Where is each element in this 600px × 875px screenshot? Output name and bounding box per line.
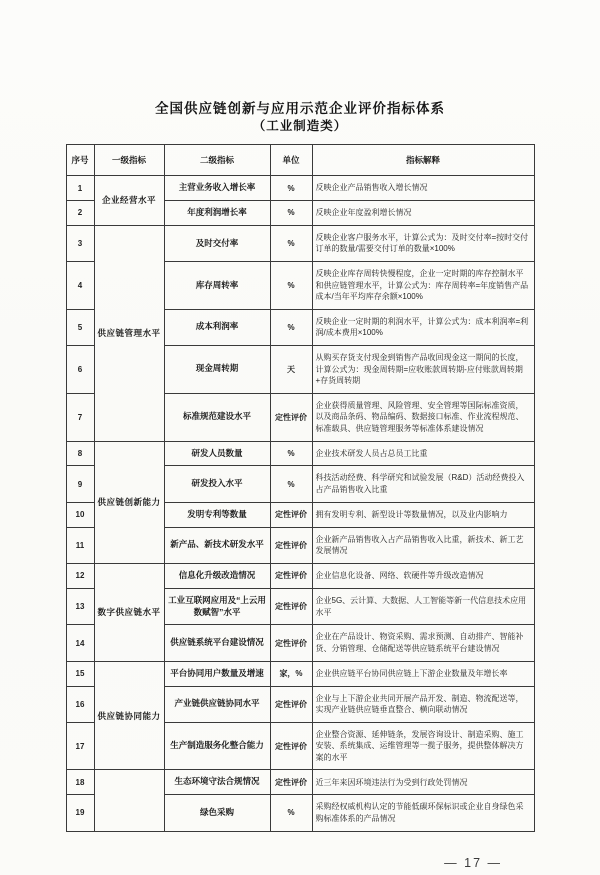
- indicator-table: [66, 144, 535, 831]
- table-header: [66, 145, 534, 176]
- cell-explanation: 从购买存货支付现金到销售产品收回现金这一期间的长度，计算公式为：现金周转期=应收账款周转期-应付账款周转期+存货周转期: [312, 346, 534, 394]
- table-header-row: [66, 145, 534, 176]
- cell-level2-indicator: 绿色采购: [164, 795, 270, 831]
- cell-unit: %: [270, 262, 312, 310]
- cell-level1-indicator: 供应链创新能力: [94, 441, 164, 563]
- cell-level2-indicator: 研发人员数量: [164, 441, 270, 466]
- cell-level2-indicator: 及时交付率: [164, 225, 270, 261]
- cell-level2-indicator: 现金周转期: [164, 346, 270, 394]
- cell-explanation: 近三年来因环境违法行为受到行政处罚情况: [312, 770, 534, 795]
- table-row: [66, 225, 534, 261]
- table-row: [66, 661, 534, 686]
- cell-explanation: 企业与上下游企业共同开展产品开发、制造、物流配送等，实现产业链供应链垂直整合、横向联动情况: [312, 686, 534, 722]
- cell-unit: %: [270, 176, 312, 201]
- cell-explanation: 企业整合资源、延伸链条，发展咨询设计、制造采购、施工安装、系统集成、运维管理等一揽子服务，提供整体解决方案的水平: [312, 722, 534, 770]
- cell-explanation: 企业技术研发人员占总员工比重: [312, 441, 534, 466]
- cell-row-number: 18: [66, 770, 94, 795]
- cell-level1-indicator: 供应链协同能力: [94, 661, 164, 770]
- cell-unit: 定性评价: [270, 393, 312, 441]
- cell-explanation: 科技活动经费、科学研究和试验发展（R&D）活动经费投入占产品销售收入比重: [312, 466, 534, 502]
- cell-unit: 定性评价: [270, 686, 312, 722]
- cell-level1-indicator: 供应链管理水平: [94, 225, 164, 441]
- header-cell-explanation: 指标解释: [312, 145, 534, 176]
- cell-explanation: 采购经权威机构认定的节能低碳环保标识或企业自身绿色采购标准体系的产品情况: [312, 795, 534, 831]
- cell-unit: 定性评价: [270, 563, 312, 588]
- cell-row-number: 2: [66, 200, 94, 225]
- cell-explanation: 拥有发明专利、新型设计等数量情况，以及业内影响力: [312, 502, 534, 527]
- cell-row-number: 9: [66, 466, 94, 502]
- document-title: [0, 0, 600, 135]
- cell-level2-indicator: 主营业务收入增长率: [164, 176, 270, 201]
- cell-level2-indicator: 工业互联网应用及“上云用数赋智”水平: [164, 588, 270, 625]
- cell-row-number: 16: [66, 686, 94, 722]
- cell-explanation: 企业获得质量管理、风险管理、安全管理等国际标准资质，以及商品条码、物品编码、数据接口标准、作业流程规范、标准载具、供应链管理服务等标准体系建设情况: [312, 393, 534, 441]
- cell-explanation: 反映企业客户服务水平，计算公式为：及时交付率=按时交付订单的数量/需要交付订单的数量×100%: [312, 225, 534, 261]
- cell-explanation: 反映企业库存周转快慢程度，企业一定时期的库存控制水平和供应链管理水平，计算公式为：库存周转率=年度销售产品成本/当年平均库存余额×100%: [312, 262, 534, 310]
- page-number: — 17 —: [444, 855, 502, 870]
- cell-explanation: 反映企业年度盈利增长情况: [312, 200, 534, 225]
- cell-row-number: 5: [66, 309, 94, 345]
- cell-explanation: 企业供应链平台协同供应链上下游企业数量及年增长率: [312, 661, 534, 686]
- cell-level2-indicator: 库存周转率: [164, 262, 270, 310]
- cell-unit: %: [270, 466, 312, 502]
- cell-unit: 定性评价: [270, 588, 312, 625]
- cell-level1-indicator: 企业经营水平: [94, 176, 164, 226]
- cell-level2-indicator: 信息化升级改造情况: [164, 563, 270, 588]
- cell-level1-indicator: 数字供应链水平: [94, 563, 164, 661]
- cell-explanation: 企业新产品销售收入占产品销售收入比重，新技术、新工艺发展情况: [312, 527, 534, 563]
- table-row: [66, 770, 534, 795]
- table-row: [66, 441, 534, 466]
- cell-unit: 定性评价: [270, 527, 312, 563]
- cell-row-number: 4: [66, 262, 94, 310]
- cell-row-number: 1: [66, 176, 94, 201]
- cell-row-number: 11: [66, 527, 94, 563]
- cell-row-number: 6: [66, 346, 94, 394]
- cell-level2-indicator: 新产品、新技术研发水平: [164, 527, 270, 563]
- cell-row-number: 13: [66, 588, 94, 625]
- header-cell-unit: 单位: [270, 145, 312, 176]
- cell-level2-indicator: 生态环境守法合规情况: [164, 770, 270, 795]
- cell-row-number: 17: [66, 722, 94, 770]
- table-row: [66, 176, 534, 201]
- cell-explanation: 企业5G、云计算、大数据、人工智能等新一代信息技术应用水平: [312, 588, 534, 625]
- cell-row-number: 19: [66, 795, 94, 831]
- cell-level2-indicator: 生产制造服务化整合能力: [164, 722, 270, 770]
- table-row: [66, 563, 534, 588]
- cell-row-number: 14: [66, 625, 94, 661]
- cell-row-number: 15: [66, 661, 94, 686]
- cell-row-number: 12: [66, 563, 94, 588]
- cell-level2-indicator: 供应链系统平台建设情况: [164, 625, 270, 661]
- header-cell-level1: 一级指标: [94, 145, 164, 176]
- cell-row-number: 3: [66, 225, 94, 261]
- cell-level2-indicator: 标准规范建设水平: [164, 393, 270, 441]
- cell-unit: %: [270, 225, 312, 261]
- cell-unit: %: [270, 441, 312, 466]
- cell-level2-indicator: 平台协同用户数量及增速: [164, 661, 270, 686]
- cell-unit: 定性评价: [270, 770, 312, 795]
- cell-unit: 家，%: [270, 661, 312, 686]
- title-line-2: （工业制造类）: [252, 119, 348, 134]
- cell-explanation: 反映企业一定时期的利润水平，计算公式为：成本利润率=利润/成本费用×100%: [312, 309, 534, 345]
- cell-explanation: 企业信息化设备、网络、软硬件等升级改造情况: [312, 563, 534, 588]
- cell-unit: 定性评价: [270, 625, 312, 661]
- cell-level2-indicator: 年度利润增长率: [164, 200, 270, 225]
- cell-explanation: 反映企业产品销售收入增长情况: [312, 176, 534, 201]
- cell-level2-indicator: 成本利润率: [164, 309, 270, 345]
- cell-unit: 定性评价: [270, 722, 312, 770]
- cell-explanation: 企业在产品设计、物资采购、需求预测、自动排产、智能补货、分销管理、仓储配送等供应链系统平台建设情况: [312, 625, 534, 661]
- header-cell-no: 序号: [66, 145, 94, 176]
- title-line-1: 全国供应链创新与应用示范企业评价指标体系: [155, 101, 445, 116]
- cell-unit: 定性评价: [270, 502, 312, 527]
- cell-level2-indicator: 研发投入水平: [164, 466, 270, 502]
- cell-row-number: 10: [66, 502, 94, 527]
- cell-unit: %: [270, 795, 312, 831]
- table-body: [66, 176, 534, 831]
- cell-level2-indicator: 发明专利等数量: [164, 502, 270, 527]
- cell-level1-indicator: [94, 770, 164, 831]
- cell-unit: 天: [270, 346, 312, 394]
- cell-row-number: 7: [66, 393, 94, 441]
- cell-unit: %: [270, 200, 312, 225]
- cell-level2-indicator: 产业链供应链协同水平: [164, 686, 270, 722]
- cell-row-number: 8: [66, 441, 94, 466]
- header-cell-level2: 二级指标: [164, 145, 270, 176]
- cell-unit: %: [270, 309, 312, 345]
